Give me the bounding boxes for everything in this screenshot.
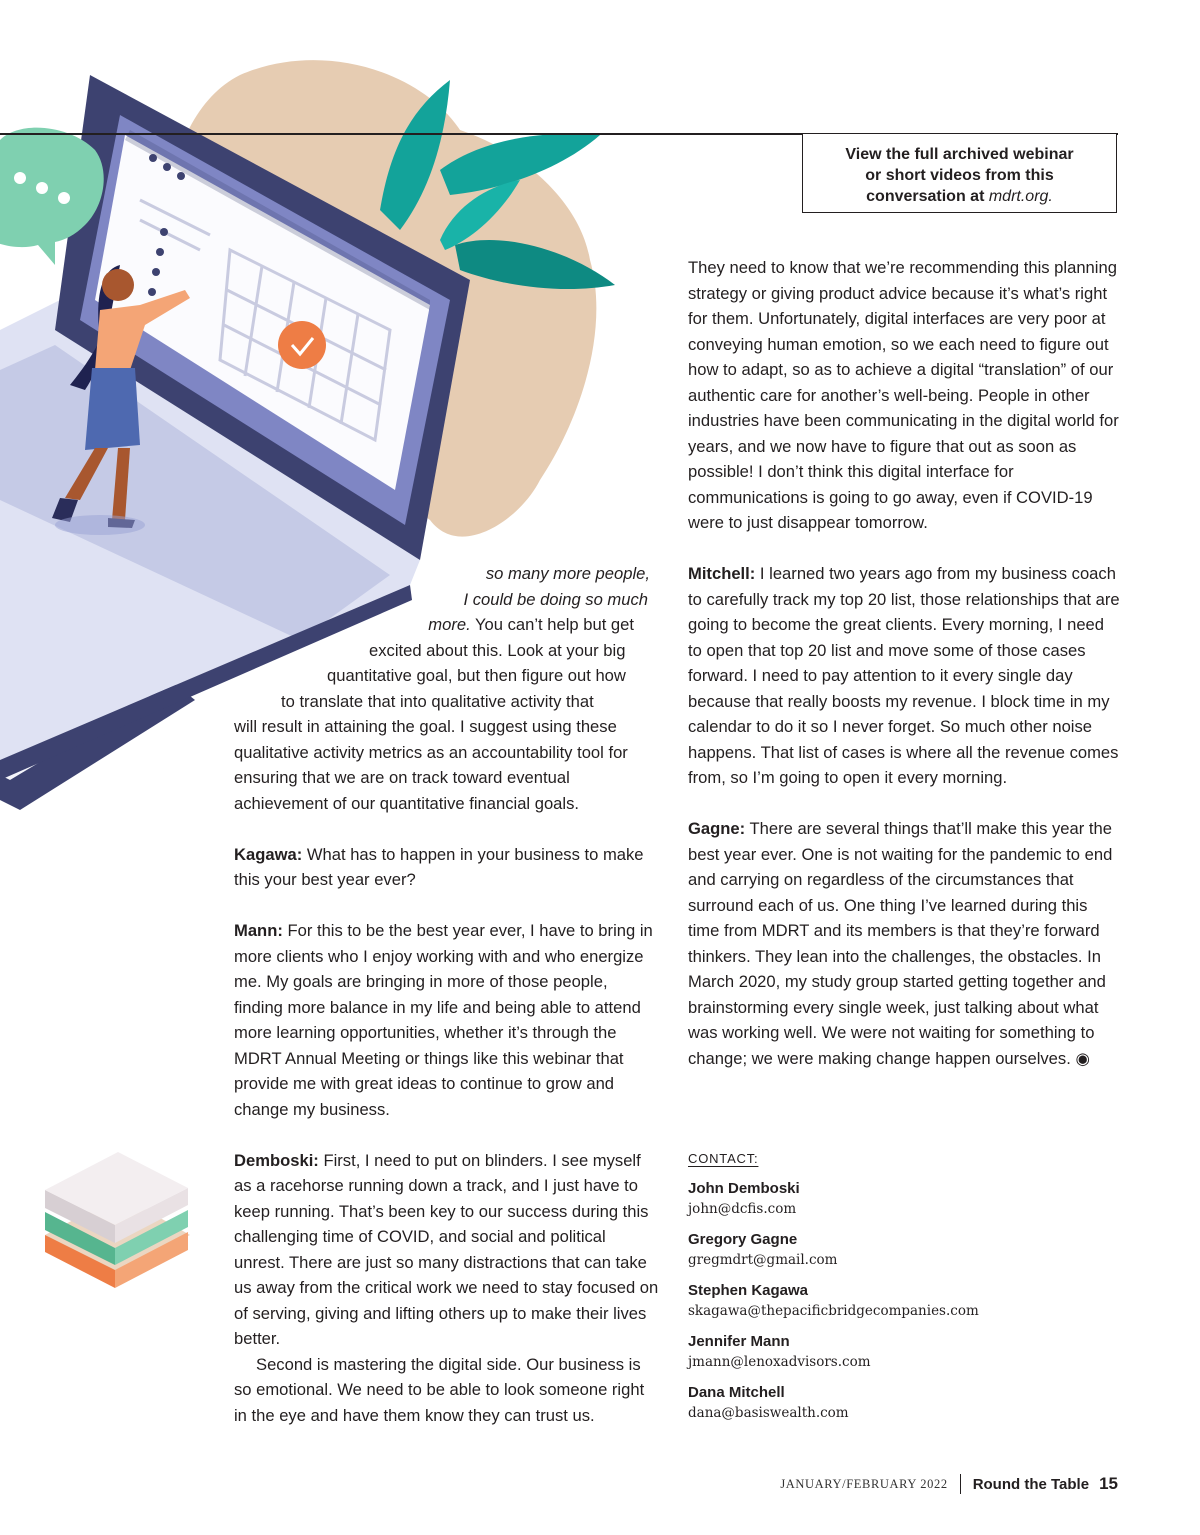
speaker-mitchell: Mitchell:	[688, 564, 756, 583]
contact-email[interactable]: skagawa@thepacificbridgecompanies.com	[688, 1303, 979, 1319]
end-mark-icon: ◉	[1075, 1048, 1090, 1068]
paragraph-kagawa	[234, 842, 660, 893]
speaker-demboski: Demboski:	[234, 1150, 319, 1170]
paragraph-mann	[234, 918, 660, 1122]
wrap-line-4: excited about this. Look at your big	[369, 641, 626, 660]
kagawa-text: What has to happen in your business to make this your best year ever?	[234, 844, 644, 889]
paragraph-continued: They need to know that we’re recommending this planning strategy or giving product advice because it’s what’s right for them. Unfortunately, digital interfaces are very poor at conveying human emotion, so we each need to figure out how to adapt, so as to achieve a digital “translation” of our authentic care for another’s well-being. People in other industries have been communicating in the digital world for years, and we now have to figure that out as soon as possible! I don’t think this digital interface for communications is going to go away, even if COVID-19 were to just disappear tomorrow.	[688, 258, 1119, 532]
demboski-text: First, I need to put on blinders. I see myself as a racehorse running down a track, and I just have to keep running. That’s been key to our success during this challenging time of COVID, and social and political unrest. There are just so many distractions that can take us away from the critical work we need to stay focused on of serving, giving and lifting others up to make their lives better.	[234, 1150, 659, 1348]
contact-name: Gregory Gagne	[688, 1231, 798, 1248]
wrap-line-6: to translate that into qualitative activity that	[281, 692, 594, 711]
paragraph-mitchell	[688, 561, 1120, 791]
wrap-line-3	[428, 612, 634, 638]
callout-line-2: or short videos from this	[865, 167, 1054, 184]
contact-email[interactable]: dana@basiswealth.com	[688, 1405, 849, 1421]
wrap-line-3-italic: more.	[428, 615, 471, 634]
magazine-title: Round the Table	[972, 1475, 1090, 1493]
wrap-line-5: quantitative goal, but then figure out how	[327, 666, 626, 685]
contact-name: Dana Mitchell	[688, 1384, 785, 1401]
gagne-text: There are several things that’ll make this year the best year ever. One is not waiting for the pandemic to end and carrying on regardless of the circumstances that surround each of us. One thing I’ve learned during this time from MDRT and its members is that they’re forward thinkers. They lean into the challenges, the obstacles. In March 2020, my study group started getting together and brainstorming every single week, just talking about what was working well. We were not waiting for something to change; we were making change happen ourselves.	[688, 819, 1113, 1068]
stacked-blocks-illustration	[40, 1150, 200, 1290]
page-number: 15	[1099, 1474, 1118, 1493]
paragraph-digital-side: Second is mastering the digital side. Our business is so emotional. We need to be able to look someone right in the eye and have them know they can trust us.	[234, 1354, 645, 1425]
mitchell-text: I learned two years ago from my business coach to carefully track my top 20 list, those relationships that are going to become the great clients. Every morning, I need to open that top 20 list and move some of those cases forward. I need to pay attention to it every single day because that really boosts my revenue. I block time in my calendar to do it so I never forget. So much other noise happens. That list of cases is where all the revenue comes from, so I’m going to open it every morning.	[688, 564, 1120, 787]
wrap-line-1: so many more people,	[485, 564, 650, 583]
speaker-mann: Mann:	[234, 921, 283, 940]
left-column	[234, 714, 660, 1428]
contact-email[interactable]: gregmdrt@gmail.com	[688, 1252, 838, 1268]
page-footer	[780, 1474, 1118, 1494]
issue-date: JANUARY/FEBRUARY 2022	[780, 1476, 948, 1491]
contact-name: Jennifer Mann	[688, 1333, 790, 1350]
mann-text: For this to be the best year ever, I have to bring in more clients who I enjoy working with and who energize me. My goals are bringing in more of those people, finding more balance in my life and being able to attend more learning opportunities, whether it’s through the MDRT Annual Meeting or things like this webinar that provide me with great ideas to continue to grow and change my business.	[234, 921, 653, 1119]
contact-heading: CONTACT:	[688, 1151, 759, 1166]
contact-email[interactable]: john@dcfis.com	[688, 1201, 797, 1217]
right-column	[688, 255, 1120, 1071]
contact-name: Stephen Kagawa	[688, 1282, 809, 1299]
callout-line-1: View the full archived webinar	[845, 146, 1074, 163]
paragraph-qualitative: will result in attaining the goal. I suggest using these qualitative activity metrics as an accountability tool for ensuring that we are on track toward eventual achievement of our quantitative financial goals.	[234, 717, 628, 813]
wrap-line-2: I could be doing so much	[463, 590, 648, 609]
paragraph-gagne	[688, 816, 1120, 1071]
contact-email[interactable]: jmann@lenoxadvisors.com	[688, 1354, 871, 1370]
speaker-kagawa: Kagawa:	[234, 844, 303, 864]
callout-line-3-prefix: conversation at	[866, 188, 989, 205]
contact-name: John Demboski	[688, 1180, 800, 1197]
callout-line-3	[803, 186, 1116, 207]
paragraph-demboski	[234, 1148, 660, 1352]
footer-divider	[960, 1474, 961, 1494]
speaker-gagne: Gagne:	[688, 819, 746, 838]
webinar-callout	[802, 134, 1117, 213]
mdrt-link[interactable]: mdrt.org.	[988, 188, 1053, 205]
wrap-line-3-rest: You can’t help but get	[470, 615, 634, 634]
